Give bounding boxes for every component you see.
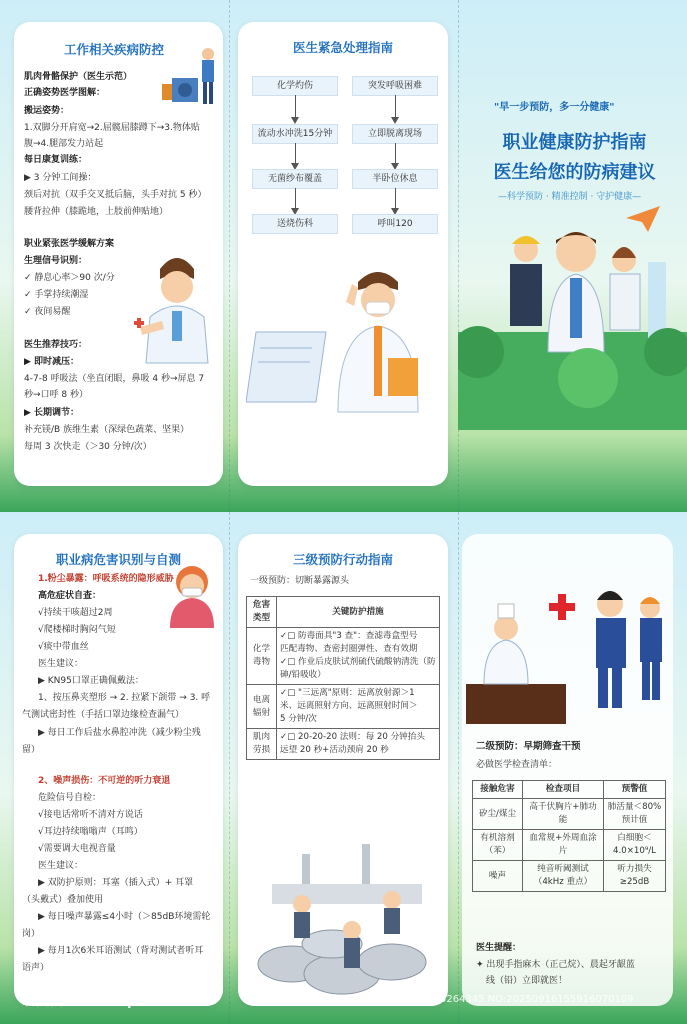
flow-step: 送烧伤科: [252, 214, 338, 234]
line: 1.双脚分开肩宽→2.屈髋屈膝蹲下→3.物体贴: [24, 123, 200, 133]
line: √痰中带血丝: [38, 642, 89, 652]
table-cell-line: 砷/铅吸收）: [280, 670, 326, 680]
doctor-illustration: [132, 247, 222, 367]
workers-sandbags-illustration: [242, 834, 444, 1004]
table-cell: 纯音听阈测试（4kHz 重点）: [523, 861, 604, 892]
line: 正确姿势医学图解：: [24, 88, 106, 98]
table-row: [247, 685, 440, 729]
line: ✓ 夜间易醒: [24, 307, 71, 317]
line: 语声）: [22, 963, 50, 973]
line: √需要调大电视音量: [38, 844, 116, 854]
table-cell-line: 远望 20 秒+活动颈肩 20 秒: [280, 745, 389, 755]
table-row: [247, 628, 440, 685]
flow-step: 流动水冲洗15分钟: [252, 124, 338, 144]
table-cell-line: ✓□ "三远离"原则：远离放射源＞1: [280, 688, 415, 698]
cover-title: 职业健康防护指南: [502, 132, 647, 153]
panel-occupational-disease-prevention: [14, 22, 223, 486]
table-cell: 化学毒物: [247, 628, 277, 685]
panel-emergency-guide: [238, 22, 448, 486]
line: ▶ 3 分钟工间操：: [24, 173, 97, 183]
line: ▶ 双防护原则：耳塞（插入式）+ 耳罩: [38, 878, 194, 888]
line: 4-7-8 呼吸法（坐直闭眼，鼻吸 4 秒→屏息 7: [24, 374, 205, 384]
id-watermark: ID:5264345 NO:20250916155916070109: [426, 994, 634, 1005]
line: √爬楼梯时胸闷气短: [38, 625, 116, 635]
table-row: [473, 861, 666, 892]
table-cell-line: ✓□ 防毒面具"3 查"：查滤毒盒型号: [280, 631, 418, 641]
cover-subtitle: 医生给您的防病建议: [493, 162, 656, 183]
line: 每日康复训练：: [24, 155, 88, 165]
reminder-title: 医生提醒：: [476, 943, 522, 953]
flow-step: 化学灼伤: [252, 76, 338, 96]
panel-title: 三级预防行动指南: [292, 552, 393, 567]
line: ▶ 即时减压：: [24, 357, 80, 367]
line: 颈后对抗（双手交叉抵后脑，头手对抗 5 秒）: [24, 190, 207, 200]
line: 2、噪声损伤：不可逆的听力衰退: [38, 776, 171, 786]
panel-three-level-prevention: [238, 534, 448, 1006]
line: 高危症状自查：: [38, 591, 102, 601]
line: ▶ 每日工作后盐水鼻腔冲洗（减少粉尘残: [38, 728, 201, 738]
table-cell-line: ✓□ 作业后皮肤试剂硫代硫酸钠清洗（防: [280, 657, 436, 667]
panel-title: 职业病危害识别与自测: [55, 552, 181, 567]
table-header: 关键防护措施: [277, 597, 440, 628]
table-cell: 高千伏胸片+肺功能: [523, 799, 604, 830]
cover-tagline-small: —科学预防 · 精准控制 · 守护健康—: [498, 192, 642, 202]
masked-woman-illustration: [164, 560, 220, 628]
line: 医生建议：: [38, 861, 84, 871]
reminder-text: 线（铅）立即就医！: [486, 976, 568, 986]
worker-machine-illustration: [162, 40, 222, 110]
panel-title: 二级预防：早期筛查干预: [476, 741, 581, 752]
line: 腰背拉伸（膝跪地，上肢前伸贴地）: [24, 207, 169, 217]
table-cell-line: 5 分钟/次: [280, 714, 317, 724]
table-cell: 肌肉劳损: [247, 729, 277, 760]
table-cell-line: ✓□ 20-20-20 法则：每 20 分钟抬头: [280, 732, 425, 742]
line: ▶ 长期调节：: [24, 408, 80, 418]
table-header: 预警值: [604, 781, 666, 799]
table-cell: 有机溶剂（苯）: [473, 830, 523, 861]
line: 肌肉骨骼保护（医生示范）: [24, 72, 133, 82]
table-header: 危害类型: [247, 597, 277, 628]
table-cell: 电离辐射: [247, 685, 277, 729]
table-cell: 肺活量＜80%预计值: [604, 799, 666, 830]
flow-step: 呼叫120: [352, 214, 438, 234]
line: 每周 3 次快走（＞30 分钟/次）: [24, 442, 152, 452]
line: 医生推荐技巧：: [24, 340, 88, 350]
table-header: 检查项目: [523, 781, 604, 799]
line: ▶ 每日噪声暴露≤4小时（＞85dB环境需轮: [38, 912, 211, 922]
panel-screening: [462, 534, 673, 1006]
panel-title: 医生紧急处理指南: [292, 40, 393, 55]
table-cell: 矽尘/煤尘: [473, 799, 523, 830]
table-header: 接触危害: [473, 781, 523, 799]
line: 1.粉尘暴露：呼吸系统的隐形威胁: [38, 574, 174, 584]
line: √接电话常听不清对方说话: [38, 810, 143, 820]
doctor-with-clipboard-illustration: [246, 262, 446, 422]
line: 腹→4.腿部发力站起: [24, 139, 104, 149]
line: ✓ 手掌持续潮湿: [24, 290, 89, 300]
line: ▶ 每月1次6米耳语测试（背对测试者听耳: [38, 946, 204, 956]
table-cell: 噪声: [473, 861, 523, 892]
line: 留）: [22, 745, 41, 755]
table-cell: 听力损失≥25dB: [604, 861, 666, 892]
medical-team-illustration: [458, 222, 687, 430]
table-cell-line: 匹配毒物、查密封圈弹性、查有效期: [280, 644, 418, 654]
table-cell: 血常规+外周血涂片: [523, 830, 604, 861]
intro-text: 必做医学检查清单：: [476, 760, 558, 770]
flow-step: 突发呼吸困难: [352, 76, 438, 96]
line: 岗）: [22, 929, 41, 939]
flow-step: 立即脱离现场: [352, 124, 438, 144]
line: 危险信号自检：: [38, 793, 102, 803]
table-row: [473, 830, 666, 861]
line: 气测试密封性（手括口罩边缘检查漏气）: [22, 710, 185, 720]
line: 补充镁/B 族维生素（深绿色蔬菜、坚果）: [24, 425, 190, 435]
line: √持续干咳超过2周: [38, 608, 113, 618]
line: 生理信号识别：: [24, 256, 88, 266]
flow-step: 无菌纱布覆盖: [252, 169, 338, 189]
intro-text: 一级预防：切断暴露源头: [250, 576, 350, 586]
line: √耳边持续嗡嗡声（耳鸣）: [38, 827, 143, 837]
line: ▶ KN95口罩正确佩戴法：: [38, 676, 144, 686]
flow-step: 半卧位休息: [352, 169, 438, 189]
line: （头戴式）叠加使用: [22, 895, 104, 905]
brochure-inside: [0, 512, 687, 1024]
screening-table: [472, 780, 666, 892]
prevention-table: [246, 596, 440, 760]
doctor-patient-illustration: [462, 574, 673, 724]
line: 医生建议：: [38, 659, 84, 669]
site-watermark: 昵图网 www.nipic.com: [22, 993, 188, 1009]
table-cell-line: 米、远离照射方向、远离照射时间＞: [280, 701, 418, 711]
reminder-text: ✦ 出现手指麻木（正己烷）、晨起牙龈蓝: [476, 960, 635, 970]
cover-panel: [458, 0, 687, 512]
line: 职业紧张医学缓解方案: [24, 239, 115, 249]
line: 秒→口呼 8 秒）: [24, 390, 88, 400]
table-cell: 白细胞＜4.0×10⁹/L: [604, 830, 666, 861]
panel-hazard-self-test: [14, 534, 223, 1006]
line: 搬运姿势：: [24, 106, 70, 116]
tagline: "早一步预防，多一分健康": [494, 102, 615, 113]
table-row: [473, 799, 666, 830]
line: ✓ 静息心率＞90 次/分: [24, 273, 115, 283]
panel-title: 工作相关疾病防控: [64, 42, 165, 57]
table-row: [247, 729, 440, 760]
line: 1、按压鼻夹塑形 → 2. 拉紧下颌带 → 3. 呼: [38, 693, 211, 703]
